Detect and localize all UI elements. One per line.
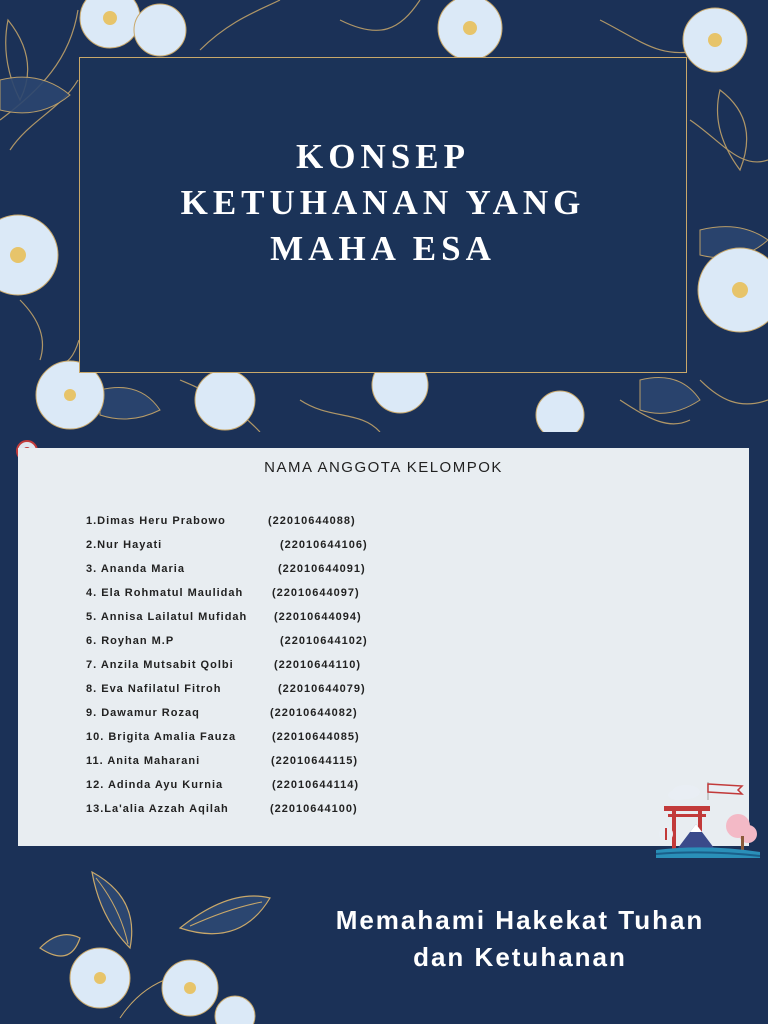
member-name: 6. Royhan M.P [86,635,175,647]
member-name: 1.Dimas Heru Prabowo [86,515,226,527]
member-name: 2.Nur Hayati [86,539,163,551]
members-panel [18,448,749,846]
subtitle-line: dan Ketuhanan [413,942,627,972]
member-name: 10. Brigita Amalia Fauza [86,731,237,743]
member-name: 11. Anita Maharani [86,755,201,767]
member-name: 5. Annisa Lailatul Mufidah [86,611,248,623]
list-item [86,587,368,611]
title-box [79,57,687,373]
member-nim: (22010644110) [274,659,362,671]
member-nim: (22010644102) [280,635,368,647]
list-item [86,635,368,659]
member-name: 9. Dawamur Rozaq [86,707,200,719]
member-nim: (22010644088) [268,515,356,527]
member-name: 8. Eva Nafilatul Fitroh [86,683,222,695]
list-item [86,755,368,779]
member-list [86,515,368,827]
slide-subtitle [305,902,735,976]
member-name: 7. Anzila Mutsabit Qolbi [86,659,234,671]
member-nim: (22010644115) [271,755,359,767]
member-name: 4. Ela Rohmatul Maulidah [86,587,244,599]
member-nim: (22010644082) [270,707,358,719]
list-item [86,539,368,563]
member-nim: (22010644094) [274,611,362,623]
list-item [86,779,368,803]
list-item [86,515,368,539]
list-item [86,659,368,683]
list-item [86,731,368,755]
list-item [86,683,368,707]
member-name: 3. Ananda Maria [86,563,185,575]
list-item [86,803,368,827]
member-nim: (22010644091) [278,563,366,575]
list-item [86,563,368,587]
subtitle-line: Memahami Hakekat Tuhan [335,905,705,935]
member-nim: (22010644100) [270,803,358,815]
list-item [86,707,368,731]
title-line: KONSEP [296,137,470,176]
torii-gate-decoration-icon [656,778,760,858]
member-nim: (22010644097) [272,587,360,599]
subtitle-slide [0,868,768,1024]
member-nim: (22010644106) [280,539,368,551]
title-line: MAHA ESA [270,229,496,268]
members-heading: NAMA ANGGOTA KELOMPOK [264,459,503,476]
member-name: 13.La'alia Azzah Aqilah [86,803,229,815]
member-nim: (22010644079) [278,683,366,695]
member-nim: (22010644114) [272,779,360,791]
member-name: 12. Adinda Ayu Kurnia [86,779,224,791]
list-item [86,611,368,635]
slide-title [181,134,586,272]
title-line: KETUHANAN YANG [180,183,586,222]
title-slide [0,0,768,432]
member-nim: (22010644085) [272,731,360,743]
